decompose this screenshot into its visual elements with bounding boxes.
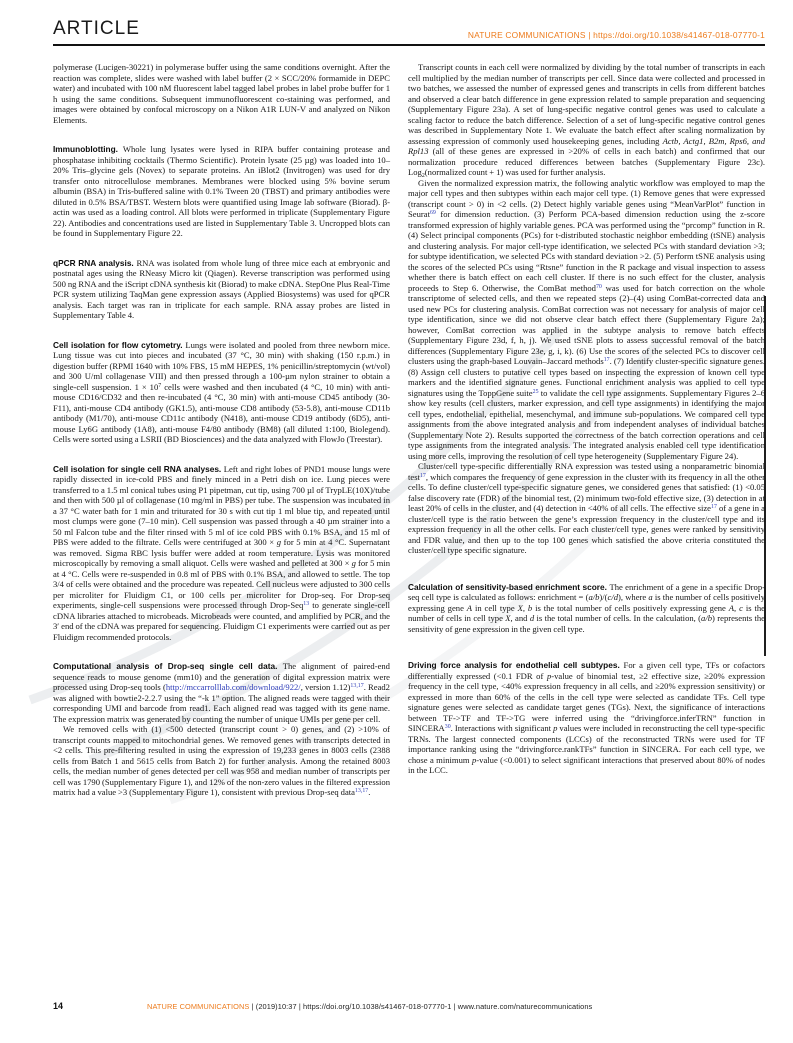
reference-link[interactable]: 13 <box>303 601 310 607</box>
text-run: (all of these genes are expressed in >20% of cells in each batch) and confirmed that our normalization procedure reduced differences between batches (Supplementary Figure 23c). Log <box>408 146 765 177</box>
text-run: . Read2 was aligned with bowtie2-2.2.7 using the “-k 1” option. The aligned reads were tagged with their corresponding UMI and barcode from read1. Each aligned read was tagged with its gene name. The expression matrix was generated by counting the number of unique UMIs per gene per cell. <box>53 682 390 724</box>
text-run: , and <box>510 613 530 623</box>
text-run: for 5 min at 4 °C. Supernatant was removed. Sigma RBC lysis buffer were added at room temperature. Lysis was monitored microscopically by removing a small aliquot. Cells were washed and pelleted at 300 × <box>53 537 390 568</box>
footer-citation-text: | (2019)10:37 | https://doi.org/10.1038/s41467-018-07770-1 | www.nature.com/naturecommunications <box>249 1002 593 1011</box>
reference-link[interactable]: 17 <box>711 504 717 510</box>
section-heading: qPCR RNA analysis. <box>53 257 137 268</box>
text-run: We removed cells with (1) <500 detected (transcript count > 0) genes, and (2) >10% of transcript counts mapped to mitochondrial genes. We removed genes with transcripts detected in <2 cells. This pre-filtering resulted in using the expression of 19,233 genes in 8003 cells (2388 cells from Batch 1 and 5615 cells from Batch 2) for further analysis. Among the retained 8003 cells, the median number of genes detected per cell was 958 and median number of transcripts per cell was 1790 (Supplementary Figure 1), and 12% of the non-zero values in the filtered expression matrix had a value >3 (Supplementary Figure 1), consistent with previous Drop-seq data <box>53 724 390 797</box>
text-run: , which compares the frequency of gene expression in the cluster with its frequency in all the other cells. To define cluster/cell type-specific signature genes, we considered genes that satisfied: (1) <0.05 false discovery rate (FDR) of the binomial test, (2) minimum two-fold effective size, (3) detection in at least 20% of cells in the cluster, and (4) detection in <40% of all cells. The effective size <box>408 471 765 513</box>
text-run: to generate single-cell cDNA libraries attached to microbeads. Microbeads were counted, and amplified by PCR, and the 3′ end of the cDNA was prepared for sequencing. Fluidigm C1 experiments were carried out as per Fluidigm recommended protocols. <box>53 600 390 642</box>
text-run: -value of binomial test, ≥2 effective size, ≥20% expression frequency in the cell type, <40% expression frequency in all cells, and ≥20% expression sensitivity) or expressed in more than 60% of the cells in the cell type were selected as candidate TFs. Cell type signature genes were selected as candidate target genes (TGs). Next, the significance of interactions between TF->TF and TF->TG were inferred using the “drivingforce.inferTRN” function in SINCERA <box>408 670 766 733</box>
text-run: X <box>505 613 511 623</box>
text-run: p <box>553 723 558 733</box>
text-run: a <box>648 592 653 602</box>
method-section-paragraph <box>53 464 390 643</box>
text-run: Given the normalized expression matrix, the following analytic workflow was employed to map the major cell types and then subtypes within each major cell type. (1) Remove genes that were expressed (transcript count > 0) in <2 cells. (2) Detect highly variable genes using “MeanVarPlot” function in Seurat <box>408 177 765 219</box>
method-section-paragraph <box>53 258 390 321</box>
left-column <box>53 62 390 798</box>
text-run: . Interactions with significant <box>450 723 554 733</box>
body-columns <box>53 62 765 798</box>
method-section-paragraph <box>53 144 390 239</box>
text-run: values were included in reconstructing the cell type-specific TRNs. The largest connected components (LCCs) of the reconstructed TRNs were used for TF importance ranking using the “drivingforce.rankTFs” function in SINCERA. For each cell type, we chose a minimum <box>408 723 765 765</box>
reference-link[interactable]: 13,17 <box>350 683 364 689</box>
reference-link[interactable]: 17 <box>603 357 610 363</box>
method-section-paragraph <box>53 340 390 445</box>
text-run: )/( <box>599 592 608 602</box>
method-section-paragraph <box>408 660 765 776</box>
text-run: -value (<0.001) to select significant interactions that preserved about 80% of nodes in the LCC. <box>408 754 765 775</box>
reference-link[interactable]: 17 <box>419 472 426 479</box>
text-run: Transcript counts in each cell were normalized by dividing by the total number of transcripts in each cell multiplied by the median number of transcripts per cell. Since data were collected and processed in two batches, we assessed the number of expressed genes and transcripts in cells from different batches and observed a clear batch difference in gene expression related to sample preparation and sequencing (Supplementary Figure 23a). A set of lung-specific negative control genes was used to calculate a scaling factor to reduce the batch difference. Selection of a set of lung-specific negative control genes was described in Supplementary Note 1. We evaluate the batch effect after scaling normalization by assessing expression of commonly used housekeeping genes, including <box>408 62 765 146</box>
text-run: X <box>517 602 523 613</box>
text-run: ) represents the sensitivity of gene expression in the given cell type. <box>408 613 765 634</box>
reference-link[interactable]: 13,17 <box>354 788 369 794</box>
section-heading: Calculation of sensitivity-based enrichment score. <box>408 581 610 592</box>
text-run: (normalized count + 1) was used for further analysis. <box>424 167 606 177</box>
text-run: cells were washed and then incubated (4 °C, 10 min) with anti-mouse CD16/CD32 and then re-incubated (4 °C, 30 min) with anti-mouse CD45 antibody (30-F11), anti-mouse CD4 antibody (GK1.5), anti-mouse CD8 antibody (53-5.8), anti-mouse CD11b antibody (M1/70), anti-mouse CD11c antibody (N418), anti-mouse CD19 antibody (6D5), anti-mouse Ly6G antibody (1A8), anti-mouse F4/80 antibody (BM8) (all diluted 1:100, Biolegend). Cells were sorted using a LSRII (BD Biosciences) and the data analyzed with FlowJo (Treestar). <box>53 381 390 444</box>
reference-link[interactable]: 69 <box>429 210 436 216</box>
text-run: Actb, Actg1, B2m, Rps6, and Rpl13 <box>408 135 766 156</box>
text-run: is the number of cells positively expressing gene <box>408 592 765 613</box>
paragraph <box>408 461 765 556</box>
text-run: . (7) Identify cluster-specific signature genes. (8) Assign cell clusters to putative cell types based on inspecting the expression of known cell type markers and the identified signature genes. Functional enrichment analysis was applied to cell type signatures using the ToppGene suite <box>408 356 765 398</box>
paragraph <box>408 178 765 462</box>
section-heading: Cell isolation for flow cytometry. <box>53 339 186 350</box>
text-run: g <box>351 558 356 568</box>
article-label: ARTICLE <box>53 18 140 39</box>
text-run: c/d <box>607 592 619 602</box>
right-column <box>408 62 765 798</box>
text-run: A <box>728 602 735 613</box>
method-section-paragraph <box>53 661 390 724</box>
text-run: For a given cell type, TFs or cofactors differentially expressed (<0.1 FDR of <box>408 660 766 681</box>
reference-link[interactable]: 70 <box>595 283 602 290</box>
text-run: , <box>522 602 528 613</box>
text-run: to validate the cell type assignments. Supplementary Figures 2–6 show key results (cell clusters, marker expression, and cell type assignments) in identifying the major cell types, endothelial, epithelial, mesenchymal, and immune sub-populations. We compared cell type assignments from the above integrated analysis and from independent analyses of individual batches (Supplementary Note 2). Results supported the correctness of the batch correction operations and cell type assignments from the integrated analysis. The integrated analysis enabled cell type identification using more cells, improving the resolution of cell type heterogeneity (Supplementary Figure 24). <box>408 387 765 461</box>
text-run: a/b <box>588 592 600 602</box>
text-run: for 5 min at 4 °C. Cells were re-suspended in 0.8 ml of PBS with 0.1% BSA, and allowed to settle. The top 3/4 of cells were obtained and the procedure was repeated. Cell nucleus were adjusted to 300 cells per microliter for Fluidigm C1, or 100 cells per microliter for Drop-seq. For Drop-seq experiments, single-cell suspensions were processed through Drop-Seq <box>53 558 390 610</box>
page-header <box>53 18 765 46</box>
url-link[interactable]: http://mccarrolllab.com/download/922/ <box>165 682 301 692</box>
text-run: polymerase (Lucigen-30221) in polymerase buffer using the same conditions overnight. After the reaction was complete, slides were washed with label buffer (2 × SCC/20% formamide in DEPC water) and incubated with 100 nM fluorescent label tagged label probes in label probe buffer for 1 h using the same conditions. Subsequent immunofluorescent co-staining was performed, and images were obtained by confocal microscopy on a Nikon A1R LUN-V and analyzed on Nikon Elements. <box>53 62 390 125</box>
section-heading: Computational analysis of Drop-seq single cell data. <box>53 661 283 671</box>
method-section-paragraph <box>408 582 765 635</box>
text-run: , version 1.12) <box>300 682 351 692</box>
text-run: c <box>739 602 743 613</box>
paragraph <box>408 62 765 178</box>
text-run: ), where <box>618 592 649 602</box>
text-run: b <box>527 602 533 613</box>
text-run: is the total number of cells positively expressing gene <box>532 602 729 613</box>
text-run: g <box>276 537 282 547</box>
section-heading: Cell isolation for single cell RNA analyses. <box>53 463 224 474</box>
text-run: , <box>734 602 740 613</box>
reference-link[interactable]: 25 <box>532 388 539 395</box>
text-run: is the number of cells in cell type <box>408 602 765 623</box>
text-run: 2 <box>421 173 425 179</box>
footer-citation <box>147 1002 592 1011</box>
section-heading: Immunoblotting. <box>53 144 123 154</box>
text-run: The enrichment of a gene in a specific Drop-seq cell type is calculated as follows: enrichment = ( <box>408 581 765 602</box>
text-run: . <box>368 787 371 797</box>
text-run: 7 <box>158 382 162 389</box>
text-run: a/b <box>701 613 713 623</box>
text-run: p <box>472 754 477 765</box>
text-run: for dimension reduction. (3) Perform PCA-based dimension reduction using the z-score transformed expression of highly variable genes. PCA was performed using the “prcomp” function in R. (4) Select principal components (PCs) for t-distributed stochastic neighbor embedding (tSNE) analysis and clustering analysis. For major cell-type identification, we selected PCs with standard deviation >3; for subtype identification, we selected PCs with standard deviation >2. (5) Perform tSNE analysis using the scores of the selected PCs using “Rtsne” function in the R package and visual inspection to assess whether there is batch effect on each cell cluster. If there is no such effect for the cluster, analysis proceeds to Step 6. Otherwise, the ComBat method <box>408 209 765 293</box>
text-run: The alignment of paired-end sequence reads to mouse genome (mm10) and the generation of digital expression matrix were processed using Drop-seq tools ( <box>53 661 390 692</box>
text-run: Left and right lobes of PND1 mouse lungs were rapidly dissected in ice-cold PBS and finely minced in a Petri dish on ice. Lung pieces were transferred to a 1.5 ml conical tubes using P1 pipetman, cut tip, using 700 µl of TrypLE(10X)/tube and then with 500 µl of collagenase (10 mg/ml in PBS) per tube. The suspension was incubated in a 37 °C water bath for 1 min and triturated for 30 s with cut tip 1 ml blue tip, and repeated until most clumps were gone (7–10 min). Cell suspension was passed through a 40 µm strainer into a 50 ml Falcon tube and the filter rinsed with 5 ml of ice cold PBS with 0.1% BSA, and 15 ml of PBS were added to the filtrate. Cells were centrifuged at 300 × <box>53 463 390 547</box>
page-number: 14 <box>53 1001 64 1011</box>
footer-journal-name[interactable]: NATURE COMMUNICATIONS <box>147 1002 250 1011</box>
text-run: d <box>529 613 535 623</box>
journal-doi-link[interactable]: NATURE COMMUNICATIONS | https://doi.org/10.1038/s41467-018-07770-1 <box>467 30 765 40</box>
text-run: A <box>466 602 473 613</box>
text-run: Cluster/cell type-specific differentially RNA expression was tested using a nonparametric binomial test <box>408 461 765 482</box>
page-footer <box>53 1001 765 1011</box>
text-run: Whole lung lysates were lysed in RIPA buffer containing protease and phosphatase inhibiting cocktails (Thermo Scientific). Protein lysate (25 µg) was loaded into 10–20% Tris–glycine gels (Novex) to separate proteins. An iBlot2 (Invitrogen) was used for dry transfer onto nitrocellulose membranes. Membranes were blocked using 5% bovine serum albumin (BSA) in Tris-buffered saline with 0.1% Tween 20 (TBST) and primary antibodies were diluted in 0.5% BSA/TBST. Western blots were quantified using Image lab software (Biorad). β-actin was used as a loading control. All blots were performed in triplicate (Supplementary Figure 22). Antibodies and concentrations used are listed in Supplementary Table 3. Uncropped blots can be found in Supplementary Figure 22. <box>53 144 390 238</box>
text-run: of a gene in a cluster/cell type is the ratio between the gene’s expression frequency in the cluster/cell type and its expression frequency in all the other cells. For each cluster/cell type, genes were ranked by sensitivity and FDR value, and then up to the top 100 genes which satisfied the above criteria constituted the cluster/cell type specific signature. <box>408 503 765 555</box>
reference-link[interactable]: 30 <box>444 724 451 730</box>
text-run: p <box>546 670 552 681</box>
paragraph <box>53 62 390 125</box>
text-run: RNA was isolated from whole lung of three mice each at embryonic and postnatal ages using the RNeasy Micro kit (Qiagen). Reverse transcription was performed using 500 ng RNA and the iScript cDNA synthesis kit (Biorad) to make cDNA. StepOne Plus Real-Time PCR system utilizing TaqMan gene expression assays (Applied Biosystems) was used for qPCR analysis. Each target was ran in triplicate for each sample. RNA assay probes are listed in Supplementary Table 4. <box>53 257 391 320</box>
text-run: in cell type <box>472 602 518 613</box>
paragraph <box>53 724 390 798</box>
text-run: is the total number of cells. In the calculation, ( <box>534 613 702 623</box>
text-run: was used for batch correction on the whole transcriptome of selected cells, and then we repeated steps (2)–(4) using ComBat-corrected data and used new PCs for clustering analysis. ComBat correction was not necessary for analysis of major cell type identification, since we did not observe clear batch effect there (Supplementary Figure 2a); however, ComBat correction was applied in the subtype analysis to remove batch effects (Supplementary Figure 23d, f, h, j). We used tSNE plots to assess successful removal of the batch differences (Supplementary Figure 23e, g, i, k). (6) Use the scores of the selected PCs to discover cell clusters using the graph-based Louvain–Jaccard methods <box>408 282 765 366</box>
text-run: Lungs were isolated and pooled from three newborn mice. Lung tissue was cut into pieces and incubated (37 °C, 30 min) with shaking (150 r.p.m.) in digestion buffer (RPMI 1640 with 10% FBS, 15 mM HEPES, 1% penicillin/streptomycin (wt/vol) and 300 U/ml collagenase VIII) and then pressed through a 100-µm nylon strainer to obtain a single-cell suspension. 1 × 10 <box>53 339 390 392</box>
section-heading: Driving force analysis for endothelial cell subtypes. <box>408 660 624 670</box>
